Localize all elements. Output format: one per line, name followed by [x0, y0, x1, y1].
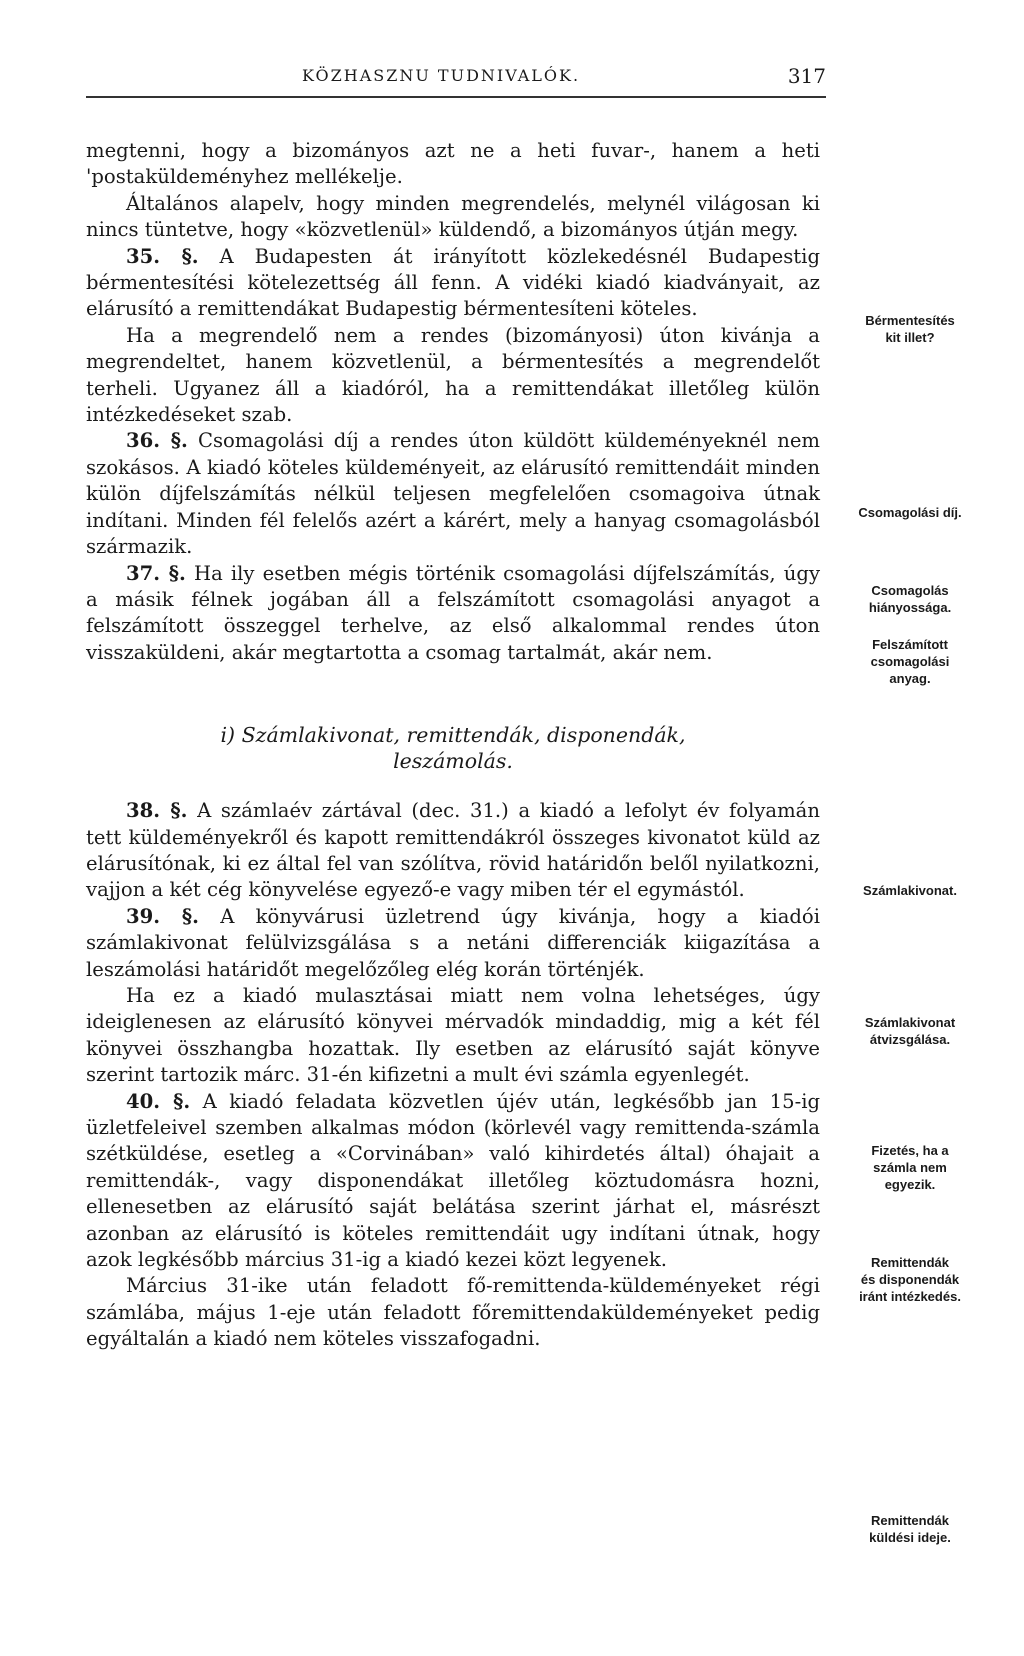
margin-note-line: küldési ideje. [869, 1530, 951, 1545]
margin-note-line: Számlakivonat. [863, 883, 957, 898]
margin-note [832, 1142, 988, 1193]
paragraph-text: Március 31-ike után feladott fő-remittenda-küldeményeket régi számlába, május 1-eje után feladott főremittendaküldeményeket pedig egyáltalán a kiadó nem köteles visszafogadni. [86, 1274, 820, 1351]
paragraph [86, 1089, 820, 1274]
margin-note-line: Bérmentesítés [865, 313, 955, 328]
margin-note-line: Fizetés, ha a [871, 1143, 949, 1158]
section-heading-line2: leszámolás. [393, 749, 513, 774]
paragraph [86, 1273, 820, 1352]
paragraph [86, 798, 820, 904]
page-number: 317 [787, 64, 826, 88]
margin-note-line: Felszámított [872, 637, 948, 652]
margin-note-line: hiányossága. [868, 600, 952, 615]
margin-note [832, 312, 988, 346]
paragraph-text: Ha ez a kiadó mulasztásai miatt nem volna lehetséges, úgy ideiglenesen az elárusító könyvei mérvadók mindaddig, mig a két fél könyvei összhangba hozattak. Ily esetben az elárusító saját könyve szerint tartozik márc. 31-én kifizetni a mult évi számla egyenlegét. [86, 983, 820, 1087]
header-rule [86, 96, 826, 98]
section-number: 37. §. [126, 561, 186, 585]
paragraph [86, 904, 820, 983]
margin-note [832, 1014, 988, 1048]
section-number: 39. §. [126, 904, 199, 928]
margin-note-line: csomagolási [870, 654, 950, 669]
paragraph-text: Csomagolási díj a rendes úton küldött küldeményeknél nem szokásos. A kiadó köteles küldeményeit, az elárusító remittendáit minden külön díjfelszámítás nélkül teljesen megfelelően csomagoiva útnak indítani. Minden fél felelős azért a kárért, mely a hanyag csomagolásból származik. [86, 429, 820, 559]
paragraph [86, 138, 820, 191]
paragraph [86, 191, 820, 244]
page-header [86, 62, 826, 96]
margin-note-line: iránt intézkedés. [859, 1289, 961, 1304]
section-heading [86, 722, 820, 774]
margin-note-line: Csomagolási díj. [858, 505, 962, 520]
paragraph-text: A kiadó feladata közvetlen újév után, legkésőbb jan 15-ig üzletfeleivel szemben alkalmas módon (körlevél vagy remittenda-számla szétküldése, esetleg a «Corvinában» való kihirdetés által) óhajait a remittendák-, vagy disponendákat illetőleg köztudomásra hozni, ellenesetben az elárusító saját belátása szerint járhat el, másrészt azonban az elárusító is köteles remittendáit ugy indítani útnak, hogy azok legkésőbb március 31-ig a kiadó kezei közt legyenek. [86, 1089, 821, 1272]
margin-note [832, 504, 988, 521]
margin-note-line: anyag. [889, 671, 931, 686]
paragraph [86, 323, 820, 429]
margin-note [832, 636, 988, 687]
margin-note-line: és disponendák [860, 1272, 960, 1287]
paragraph [86, 428, 820, 560]
margin-note-line: kit illet? [885, 330, 935, 345]
margin-note-line: Csomagolás [871, 583, 949, 598]
margin-note [832, 1512, 988, 1546]
margin-note-line: Remittendák [870, 1255, 950, 1270]
paragraph-text: Ha ily esetben mégis történik csomagolási díjfelszámítás, úgy a másik félnek jogában áll a felszámított csomagolási anyagot a felszámított összeggel terhelve, az első alkalommal rendes úton visszaküldeni, akár megtartotta a csomag tartalmát, akár nem. [86, 561, 821, 664]
margin-note [832, 582, 988, 616]
section-number: 35. §. [126, 244, 199, 268]
section-heading-prefix: i) [220, 723, 236, 748]
margin-note-line: számla nem [873, 1160, 947, 1175]
paragraph-text: Ha a megrendelő nem a rendes (bizományosi) úton kivánja a megrendeltet, hanem közvetlenül, a bérmentesítés a megrendelőt terheli. Ugyanez áll a kiadóról, ha a remittendákat illetőleg külön intézkedéseket szab. [86, 323, 820, 427]
paragraph [86, 983, 820, 1089]
margin-note-line: átvizsgálása. [869, 1032, 951, 1047]
paragraph-text: A Budapesten át irányított közlekedésnél Budapestig bérmentesítési kötelezettség áll fenn. A vidéki kiadó kiadványait, az elárusító a remittendákat Budapestig bérmentesíteni köteles. [86, 244, 820, 321]
paragraph-text: megtenni, hogy a bizományos azt ne a heti fuvar-, hanem a heti 'postaküldeményhez mellékelje. [86, 139, 820, 189]
paragraph [86, 561, 820, 667]
paragraph-text: A könyvárusi üzletrend úgy kivánja, hogy a kiadói számlakivonat felülvizsgálása s a netáni differenciák kiigazítása a leszámolási határidőt megelőzőleg elég korán történjék. [86, 904, 820, 981]
section-heading-line1: Számlakivonat, remittendák, disponendák, [241, 723, 686, 748]
margin-note [832, 882, 988, 899]
section-number: 36. §. [126, 429, 188, 453]
margin-note-line: Remittendák [870, 1513, 950, 1528]
paragraph-text: Általános alapelv, hogy minden megrendelés, melynél világosan ki nincs tüntetve, hogy «közvetlenül» küldendő, a bizományos útján megy. [86, 191, 820, 242]
section-number: 38. §. [126, 799, 188, 823]
margin-note-line: Számlakivonat [864, 1015, 956, 1030]
paragraph [86, 244, 820, 323]
paragraph-text: A számlaév zártával (dec. 31.) a kiadó a lefolyt év folyamán tett küldeményekről és kapott remittendákról összeges kivonatot küld az elárusítónak, ki ez által fel van szólítva, rövid határidőn belől nyilatkozni, vajjon a két cég könyvelése egyező-e vagy miben tér el egymástól. [86, 799, 820, 902]
section-number: 40. §. [126, 1089, 191, 1113]
margin-note-line: egyezik. [884, 1177, 936, 1192]
margin-note [832, 1254, 988, 1305]
main-text [86, 138, 820, 1353]
running-title: KÖZHASZNU TUDNIVALÓK. [302, 66, 581, 85]
